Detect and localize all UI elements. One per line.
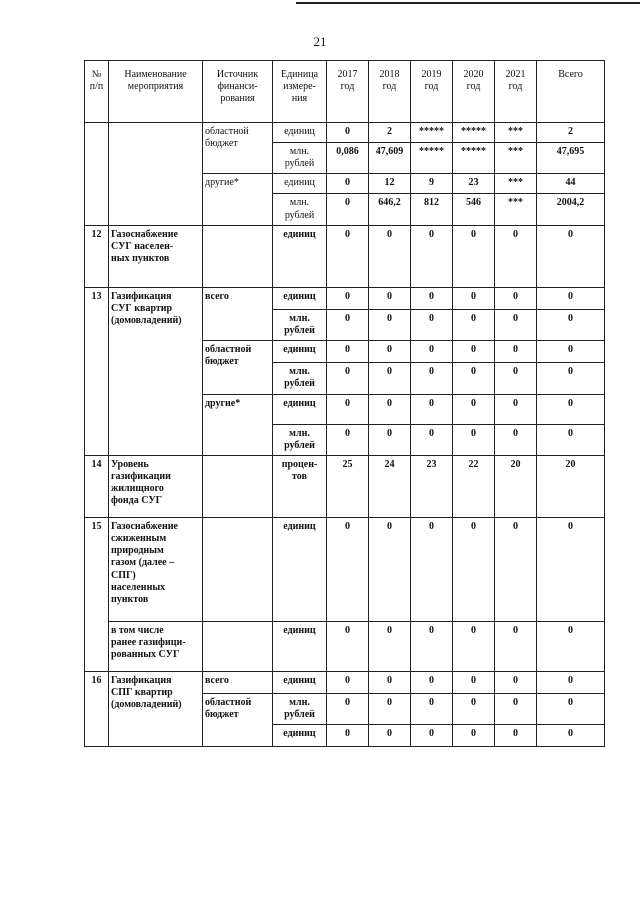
value-cell: 0 bbox=[411, 225, 453, 287]
value-cell: 0 bbox=[495, 309, 537, 340]
row-number: 14 bbox=[85, 455, 109, 517]
source-cell: всего bbox=[203, 671, 273, 693]
source-cell: областной бюджет bbox=[203, 123, 273, 174]
value-cell: 0,086 bbox=[327, 143, 369, 174]
value-cell: 0 bbox=[495, 341, 537, 363]
value-cell: 0 bbox=[411, 725, 453, 747]
header-2020: 2020 год bbox=[453, 61, 495, 123]
value-cell: 0 bbox=[537, 287, 605, 309]
table-row bbox=[85, 123, 605, 143]
value-cell: 0 bbox=[537, 621, 605, 671]
value-cell: 0 bbox=[327, 394, 369, 424]
value-cell: 0 bbox=[411, 309, 453, 340]
table-row bbox=[85, 517, 605, 621]
value-cell: 20 bbox=[537, 455, 605, 517]
value-cell: 0 bbox=[495, 394, 537, 424]
unit-cell: млн. рублей bbox=[273, 143, 327, 174]
table-row bbox=[85, 287, 605, 309]
value-cell: 2 bbox=[537, 123, 605, 143]
unit-cell: млн. рублей bbox=[273, 309, 327, 340]
top-rule bbox=[296, 2, 640, 4]
value-cell: ***** bbox=[411, 143, 453, 174]
header-2017: 2017 год bbox=[327, 61, 369, 123]
source-cell: всего bbox=[203, 287, 273, 340]
value-cell: ***** bbox=[411, 123, 453, 143]
value-cell: 0 bbox=[369, 363, 411, 394]
value-cell: 0 bbox=[327, 621, 369, 671]
value-cell: 0 bbox=[369, 424, 411, 455]
value-cell: 0 bbox=[453, 517, 495, 621]
value-cell: 0 bbox=[369, 725, 411, 747]
value-cell: *** bbox=[495, 123, 537, 143]
item-name: Газоснабжение сжиженным природным газом (далее – СПГ) населенных пунктов bbox=[109, 517, 203, 621]
unit-cell: единиц bbox=[273, 621, 327, 671]
value-cell: 0 bbox=[537, 309, 605, 340]
value-cell: 0 bbox=[411, 287, 453, 309]
header-2018: 2018 год bbox=[369, 61, 411, 123]
value-cell: 0 bbox=[537, 394, 605, 424]
value-cell: 0 bbox=[495, 225, 537, 287]
value-cell: 0 bbox=[411, 341, 453, 363]
row-number: 16 bbox=[85, 671, 109, 746]
value-cell: 0 bbox=[495, 621, 537, 671]
value-cell: 0 bbox=[453, 621, 495, 671]
value-cell: 9 bbox=[411, 174, 453, 194]
value-cell: 20 bbox=[495, 455, 537, 517]
value-cell: 0 bbox=[327, 424, 369, 455]
value-cell: 0 bbox=[453, 363, 495, 394]
value-cell: 0 bbox=[537, 693, 605, 724]
value-cell: 0 bbox=[453, 341, 495, 363]
table-row bbox=[85, 621, 605, 671]
header-name: Наименование мероприятия bbox=[109, 61, 203, 123]
value-cell: 0 bbox=[327, 309, 369, 340]
value-cell: 22 bbox=[453, 455, 495, 517]
source-cell bbox=[203, 517, 273, 621]
table-row bbox=[85, 455, 605, 517]
value-cell: 47,609 bbox=[369, 143, 411, 174]
source-cell bbox=[203, 621, 273, 671]
value-cell: 2004,2 bbox=[537, 194, 605, 225]
value-cell: 23 bbox=[453, 174, 495, 194]
value-cell: 0 bbox=[411, 363, 453, 394]
unit-cell: единиц bbox=[273, 174, 327, 194]
value-cell: 0 bbox=[369, 621, 411, 671]
value-cell: ***** bbox=[453, 143, 495, 174]
value-cell: 2 bbox=[369, 123, 411, 143]
item-name: Газификация СУГ квартир (домовладений) bbox=[109, 287, 203, 455]
value-cell: 0 bbox=[453, 225, 495, 287]
row-number: 13 bbox=[85, 287, 109, 455]
value-cell: 0 bbox=[537, 363, 605, 394]
value-cell: 0 bbox=[327, 225, 369, 287]
unit-cell: млн. рублей bbox=[273, 363, 327, 394]
item-subname: в том числе ранее газифици- рованных СУГ bbox=[109, 621, 203, 671]
unit-cell: млн. рублей bbox=[273, 424, 327, 455]
value-cell: ***** bbox=[453, 123, 495, 143]
source-cell bbox=[203, 455, 273, 517]
value-cell: 12 bbox=[369, 174, 411, 194]
value-cell: 0 bbox=[411, 424, 453, 455]
value-cell: 0 bbox=[537, 517, 605, 621]
value-cell: 0 bbox=[327, 693, 369, 724]
value-cell: 0 bbox=[327, 341, 369, 363]
value-cell: 24 bbox=[369, 455, 411, 517]
value-cell: 0 bbox=[411, 693, 453, 724]
value-cell: 0 bbox=[453, 671, 495, 693]
value-cell: 0 bbox=[411, 394, 453, 424]
value-cell: 0 bbox=[411, 671, 453, 693]
header-source: Источник финанси- рования bbox=[203, 61, 273, 123]
unit-cell: единиц bbox=[273, 225, 327, 287]
value-cell: *** bbox=[495, 194, 537, 225]
source-cell: другие* bbox=[203, 174, 273, 225]
value-cell: 0 bbox=[453, 309, 495, 340]
value-cell: 0 bbox=[537, 225, 605, 287]
cont-num-cell bbox=[85, 123, 109, 226]
value-cell: 0 bbox=[537, 671, 605, 693]
unit-cell: единиц bbox=[273, 287, 327, 309]
unit-cell: единиц bbox=[273, 725, 327, 747]
value-cell: 0 bbox=[369, 517, 411, 621]
value-cell: 0 bbox=[495, 424, 537, 455]
value-cell: 0 bbox=[495, 725, 537, 747]
header-row bbox=[85, 61, 605, 123]
value-cell: 23 bbox=[411, 455, 453, 517]
value-cell: 0 bbox=[369, 309, 411, 340]
header-unit: Единица измере- ния bbox=[273, 61, 327, 123]
source-cell: другие* bbox=[203, 394, 273, 455]
unit-cell: единиц bbox=[273, 517, 327, 621]
item-name: Газификация СПГ квартир (домовладений) bbox=[109, 671, 203, 746]
value-cell: 0 bbox=[327, 363, 369, 394]
value-cell: 44 bbox=[537, 174, 605, 194]
value-cell: 0 bbox=[327, 517, 369, 621]
header-total: Всего bbox=[537, 61, 605, 123]
item-name: Газоснабжение СУГ населен- ных пунктов bbox=[109, 225, 203, 287]
source-cell bbox=[203, 225, 273, 287]
value-cell: 0 bbox=[537, 341, 605, 363]
value-cell: 0 bbox=[453, 394, 495, 424]
value-cell: 0 bbox=[495, 517, 537, 621]
row-number: 12 bbox=[85, 225, 109, 287]
value-cell: 0 bbox=[453, 424, 495, 455]
value-cell: 0 bbox=[495, 363, 537, 394]
unit-cell: единиц bbox=[273, 341, 327, 363]
value-cell: 0 bbox=[369, 394, 411, 424]
header-2019: 2019 год bbox=[411, 61, 453, 123]
unit-cell: процен- тов bbox=[273, 455, 327, 517]
value-cell: 0 bbox=[495, 671, 537, 693]
value-cell: 0 bbox=[327, 194, 369, 225]
header-2021: 2021 год bbox=[495, 61, 537, 123]
value-cell: 812 bbox=[411, 194, 453, 225]
value-cell: *** bbox=[495, 174, 537, 194]
unit-cell: млн. рублей bbox=[273, 693, 327, 724]
value-cell: 0 bbox=[537, 424, 605, 455]
value-cell: 0 bbox=[537, 725, 605, 747]
value-cell: 0 bbox=[369, 341, 411, 363]
value-cell: 47,695 bbox=[537, 143, 605, 174]
value-cell: 0 bbox=[327, 287, 369, 309]
unit-cell: единиц bbox=[273, 671, 327, 693]
source-cell: областной бюджет bbox=[203, 341, 273, 394]
table-row bbox=[85, 225, 605, 287]
value-cell: 0 bbox=[411, 621, 453, 671]
program-table bbox=[84, 60, 605, 747]
item-name: Уровень газификации жилищного фонда СУГ bbox=[109, 455, 203, 517]
value-cell: 0 bbox=[369, 287, 411, 309]
value-cell: 25 bbox=[327, 455, 369, 517]
value-cell: 0 bbox=[369, 693, 411, 724]
value-cell: 0 bbox=[369, 671, 411, 693]
header-num: № п/п bbox=[85, 61, 109, 123]
value-cell: 0 bbox=[327, 725, 369, 747]
value-cell: 546 bbox=[453, 194, 495, 225]
value-cell: 0 bbox=[411, 517, 453, 621]
cont-name-cell bbox=[109, 123, 203, 226]
value-cell: 0 bbox=[327, 174, 369, 194]
value-cell: 0 bbox=[369, 225, 411, 287]
value-cell: 0 bbox=[453, 287, 495, 309]
page-number: 21 bbox=[313, 34, 327, 49]
table-row bbox=[85, 671, 605, 693]
source-cell: областной бюджет bbox=[203, 693, 273, 746]
unit-cell: единиц bbox=[273, 394, 327, 424]
unit-cell: единиц bbox=[273, 123, 327, 143]
value-cell: 0 bbox=[453, 725, 495, 747]
value-cell: 646,2 bbox=[369, 194, 411, 225]
value-cell: 0 bbox=[327, 123, 369, 143]
value-cell: 0 bbox=[453, 693, 495, 724]
row-number: 15 bbox=[85, 517, 109, 671]
unit-cell: млн. рублей bbox=[273, 194, 327, 225]
value-cell: 0 bbox=[495, 693, 537, 724]
value-cell: 0 bbox=[327, 671, 369, 693]
value-cell: *** bbox=[495, 143, 537, 174]
value-cell: 0 bbox=[495, 287, 537, 309]
